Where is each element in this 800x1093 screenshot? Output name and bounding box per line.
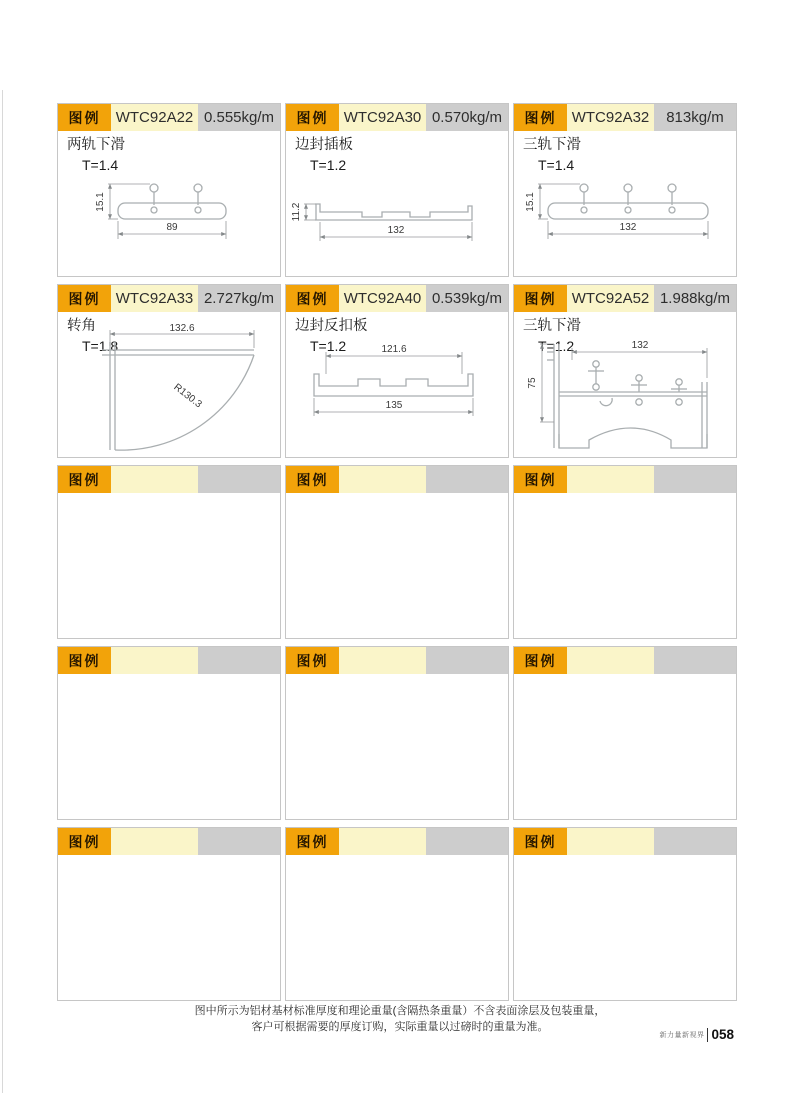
svg-text:135: 135 xyxy=(385,400,403,411)
legend-label: 图例 xyxy=(58,466,111,493)
cell-body xyxy=(514,131,736,276)
cell-header xyxy=(514,285,736,312)
svg-text:R130.3: R130.3 xyxy=(171,381,204,411)
profile-name: 三轨下滑 xyxy=(523,137,581,153)
profile-name: 两轨下滑 xyxy=(67,137,125,153)
profile-weight: 813kg/m xyxy=(654,104,736,131)
cell-body xyxy=(286,855,508,1000)
svg-text:15.1: 15.1 xyxy=(95,192,106,212)
cell-body xyxy=(58,493,280,638)
profile-drawing xyxy=(286,161,508,265)
profile-drawing xyxy=(514,330,736,454)
profile-cell xyxy=(57,284,281,458)
profile-code xyxy=(339,647,426,674)
cell-body xyxy=(514,493,736,638)
profile-thickness: T=1.2 xyxy=(310,338,347,354)
profile-code xyxy=(111,828,198,855)
cell-header xyxy=(514,466,736,493)
svg-text:132: 132 xyxy=(387,225,405,236)
cell-header xyxy=(58,104,280,131)
footer-note-line1: 图中所示为铝材基材标准厚度和理论重量(含隔热条重量）不含表面涂层及包装重量， xyxy=(194,1005,606,1017)
legend-label: 图例 xyxy=(286,647,339,674)
cell-header xyxy=(286,828,508,855)
svg-text:15.1: 15.1 xyxy=(525,192,536,212)
legend-label: 图例 xyxy=(286,285,339,312)
cell-header xyxy=(514,647,736,674)
profile-grid xyxy=(57,103,737,1001)
cell-body xyxy=(58,674,280,819)
profile-code: WTC92A32 xyxy=(567,104,654,131)
cell-header xyxy=(58,285,280,312)
profile-cell xyxy=(513,103,737,277)
svg-text:121.6: 121.6 xyxy=(381,344,407,355)
legend-label: 图例 xyxy=(58,104,111,131)
profile-code xyxy=(567,647,654,674)
legend-label: 图例 xyxy=(514,104,567,131)
cell-body xyxy=(286,312,508,457)
profile-weight xyxy=(198,647,280,674)
svg-text:89: 89 xyxy=(166,222,178,233)
legend-label: 图例 xyxy=(286,104,339,131)
profile-cell-empty xyxy=(285,646,509,820)
legend-label: 图例 xyxy=(58,828,111,855)
legend-label: 图例 xyxy=(286,466,339,493)
profile-weight: 0.570kg/m xyxy=(426,104,508,131)
cell-header xyxy=(286,466,508,493)
cell-header xyxy=(286,104,508,131)
profile-code xyxy=(567,466,654,493)
profile-weight: 0.539kg/m xyxy=(426,285,508,312)
cell-header xyxy=(58,828,280,855)
profile-name: 边封反扣板 xyxy=(295,318,368,334)
svg-text:75: 75 xyxy=(527,377,538,389)
profile-cell-empty xyxy=(285,827,509,1001)
cell-body xyxy=(58,855,280,1000)
profile-thickness: T=1.8 xyxy=(82,338,119,354)
page-brand xyxy=(659,1028,734,1042)
profile-cell-empty xyxy=(285,465,509,639)
legend-label: 图例 xyxy=(514,466,567,493)
svg-text:132.6: 132.6 xyxy=(169,323,195,334)
cell-body xyxy=(514,312,736,457)
legend-label: 图例 xyxy=(514,647,567,674)
cell-body xyxy=(58,131,280,276)
profile-drawing xyxy=(58,161,280,265)
profile-cell xyxy=(285,284,509,458)
cell-body xyxy=(286,674,508,819)
profile-weight xyxy=(654,466,736,493)
profile-code: WTC92A22 xyxy=(111,104,198,131)
svg-text:132: 132 xyxy=(631,340,649,351)
profile-cell xyxy=(285,103,509,277)
cell-header xyxy=(514,828,736,855)
profile-cell-empty xyxy=(57,646,281,820)
profile-code xyxy=(339,466,426,493)
cell-body xyxy=(286,493,508,638)
profile-cell-empty xyxy=(513,465,737,639)
profile-cell-empty xyxy=(57,465,281,639)
profile-cell-empty xyxy=(513,827,737,1001)
legend-label: 图例 xyxy=(58,285,111,312)
cell-header xyxy=(286,647,508,674)
legend-label: 图例 xyxy=(286,828,339,855)
profile-drawing xyxy=(514,161,736,265)
legend-label: 图例 xyxy=(58,647,111,674)
profile-weight: 1.988kg/m xyxy=(654,285,736,312)
cell-body xyxy=(514,855,736,1000)
svg-text:11.2: 11.2 xyxy=(291,202,302,222)
svg-text:132: 132 xyxy=(619,222,637,233)
profile-code: WTC92A52 xyxy=(567,285,654,312)
legend-label: 图例 xyxy=(514,285,567,312)
profile-code xyxy=(567,828,654,855)
footer-note-line2: 客户可根据需要的厚度订购，实际重量以过磅时的重量为准。 xyxy=(251,1021,549,1033)
profile-thickness: T=1.2 xyxy=(538,338,575,354)
cell-body xyxy=(514,674,736,819)
cell-header xyxy=(286,285,508,312)
profile-weight xyxy=(198,828,280,855)
profile-code: WTC92A30 xyxy=(339,104,426,131)
page-number: 058 xyxy=(707,1028,734,1042)
cell-body xyxy=(286,131,508,276)
profile-weight xyxy=(426,647,508,674)
profile-drawing xyxy=(286,330,508,440)
profile-weight: 0.555kg/m xyxy=(198,104,280,131)
profile-code: WTC92A33 xyxy=(111,285,198,312)
profile-cell xyxy=(513,284,737,458)
profile-thickness: T=1.4 xyxy=(82,157,119,173)
profile-cell-empty xyxy=(57,827,281,1001)
profile-weight xyxy=(426,466,508,493)
profile-weight xyxy=(426,828,508,855)
profile-weight: 2.727kg/m xyxy=(198,285,280,312)
profile-drawing xyxy=(58,318,280,456)
profile-name: 边封插板 xyxy=(295,137,353,153)
profile-name: 转角 xyxy=(67,318,96,334)
profile-code: WTC92A40 xyxy=(339,285,426,312)
profile-weight xyxy=(654,647,736,674)
cell-header xyxy=(58,466,280,493)
brand-slogan: 新力量新视界 xyxy=(659,1032,705,1039)
cell-header xyxy=(514,104,736,131)
profile-code xyxy=(111,647,198,674)
profile-thickness: T=1.4 xyxy=(538,157,575,173)
profile-cell-empty xyxy=(513,646,737,820)
profile-name: 三轨下滑 xyxy=(523,318,581,334)
profile-weight xyxy=(198,466,280,493)
cell-body xyxy=(58,312,280,457)
legend-label: 图例 xyxy=(514,828,567,855)
profile-code xyxy=(111,466,198,493)
profile-cell xyxy=(57,103,281,277)
page-left-rule xyxy=(2,90,3,1093)
profile-weight xyxy=(654,828,736,855)
cell-header xyxy=(58,647,280,674)
profile-code xyxy=(339,828,426,855)
profile-thickness: T=1.2 xyxy=(310,157,347,173)
